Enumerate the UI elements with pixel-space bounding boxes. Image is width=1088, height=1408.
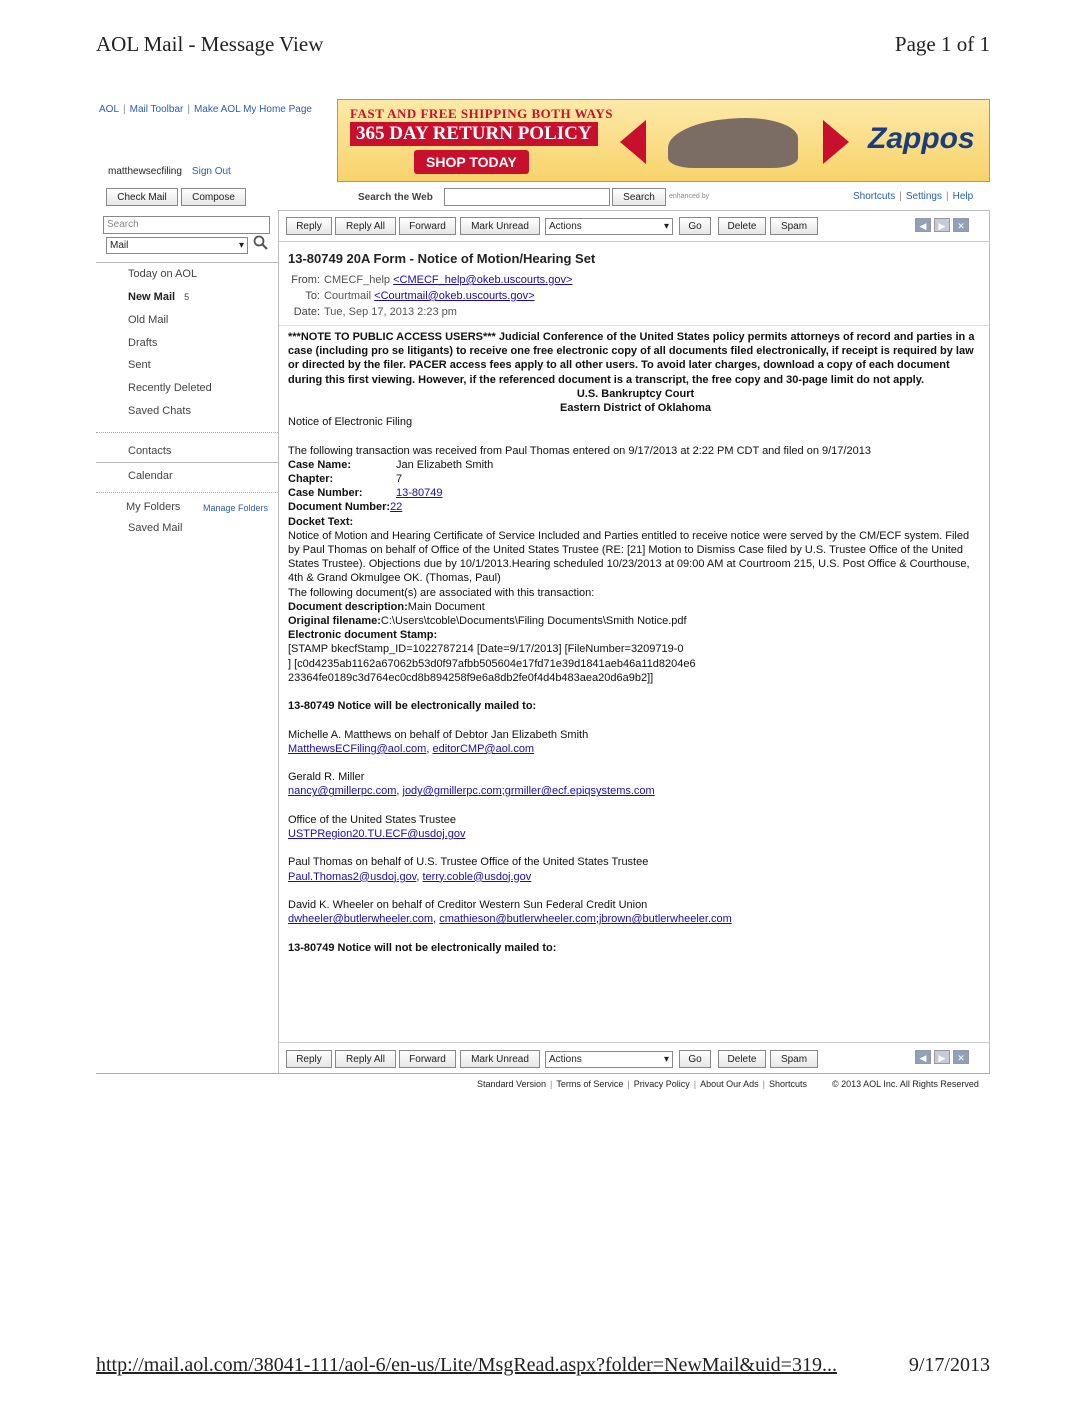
sidebar-item-today[interactable]: Today on AOL [128,268,198,280]
reply-button[interactable]: Reply [286,1050,332,1068]
settings-link[interactable]: Settings [905,191,942,202]
header-right-links: Shortcuts | Settings | Help [853,191,974,202]
recipient-list [288,713,983,926]
reply-all-button[interactable]: Reply All [335,217,396,235]
sidebar-item-contacts[interactable]: Contacts [128,445,172,457]
print-page-title: AOL Mail - Message View [96,32,324,56]
docket-text-label: Docket Text: [288,515,354,528]
aol-link[interactable]: AOL [99,104,120,115]
court-district: Eastern District of Oklahoma [560,402,711,415]
email-separator: , [433,913,440,926]
previous-message-icon[interactable]: ◀ [915,1050,931,1064]
sidebar-item-label: New Mail [128,291,176,303]
ad-arrow-left-icon [620,120,646,164]
spam-button[interactable]: Spam [770,1050,818,1068]
court-name: U.S. Bankruptcy Court [576,387,695,400]
case-number-row [288,486,983,500]
recipient-email-link[interactable]: terry.coble@usdoj.gov [422,870,532,883]
sign-out-link[interactable]: Sign Out [191,166,231,177]
to-email-link[interactable]: <Courtmail@okeb.uscourts.gov> [374,290,535,302]
case-number-label: Case Number: [288,487,363,500]
chapter-label: Chapter: [288,473,334,486]
recipient-name: Office of the United States Trustee [288,813,456,826]
sidebar-item-sent[interactable]: Sent [128,359,151,371]
print-date: 9/17/2013 [908,1354,990,1376]
forward-button[interactable]: Forward [399,217,456,235]
sidebar-item-saved-mail[interactable]: Saved Mail [128,522,183,534]
check-mail-button[interactable]: Check Mail [106,188,178,206]
new-mail-count: 5 [184,292,190,302]
recipient-emails [288,784,983,798]
make-home-page-link[interactable]: Make AOL My Home Page [193,104,312,115]
from-name: CMECF_help [324,274,391,286]
nef-title: Notice of Electronic Filing [288,416,413,429]
recipient-email-link[interactable]: cmathieson@butlerwheeler.com [439,913,596,926]
actions-select[interactable] [545,218,673,235]
sidebar-item-saved-chats[interactable]: Saved Chats [128,405,191,417]
document-stamp-label: Electronic document Stamp: [288,629,438,642]
forward-button[interactable]: Forward [399,1050,456,1068]
email-separator: , [426,742,433,755]
from-email-link[interactable]: <CMECF_help@okeb.uscourts.gov> [393,274,573,286]
sidebar-divider [96,432,278,433]
chapter-value: 7 [396,473,403,486]
recipient-name: David K. Wheeler on behalf of Creditor Western Sun Federal Credit Union [288,899,648,912]
chevron-down-icon: ▾ [663,221,669,232]
search-web-button[interactable]: Search [612,188,666,206]
email-separator: , [396,785,403,798]
actions-select-value: Actions [549,221,582,232]
ad-arrow-right-icon [823,120,849,164]
recipient-emails [288,742,983,756]
email-separator: ; [595,913,599,926]
footer-shortcuts-link[interactable]: Shortcuts [769,1079,808,1089]
shortcuts-link[interactable]: Shortcuts [853,191,896,202]
close-icon[interactable]: ✕ [953,218,969,232]
recipient-name: Gerald R. Miller [288,771,365,784]
reply-all-button[interactable]: Reply All [335,1050,396,1068]
actions-select-value: Actions [549,1054,582,1065]
mark-unread-button[interactable]: Mark Unread [460,217,540,235]
search-web-label: Search the Web [358,192,433,203]
next-message-icon[interactable]: ▶ [934,218,950,232]
sidebar-item-calendar[interactable]: Calendar [128,470,173,482]
recipient-email-link[interactable]: jody@gmillerpc.com [402,785,502,798]
message-date: Tue, Sep 17, 2013 2:23 pm [324,306,457,318]
manage-folders-link[interactable]: Manage Folders [203,503,269,513]
go-button[interactable]: Go [679,1050,711,1068]
case-number-link[interactable]: 13-80749 [396,487,443,500]
recipient-email-link[interactable]: Paul.Thomas2@usdoj.gov [288,870,417,883]
from-row [288,274,572,286]
message-subject: 13-80749 20A Form - Notice of Motion/Hearing Set [288,251,596,266]
message-body [288,330,983,955]
compose-button[interactable]: Compose [181,188,246,206]
recipient-name: Michelle A. Matthews on behalf of Debtor Jan Elizabeth Smith [288,728,589,741]
reply-button[interactable]: Reply [286,217,332,235]
print-url-text: http://mail.aol.com/38041-111/aol-6/en-us/Lite/MsgRead.aspx?folder=NewMail&uid=319... [96,1354,837,1376]
associated-documents-text: The following document(s) are associated with this transaction: [288,586,595,599]
sidebar-item-old-mail[interactable]: Old Mail [128,314,169,326]
delete-button[interactable]: Delete [718,1050,766,1068]
document-stamp-line: ] [c0d4235ab1162a67062b53d0f97afbb505604e17fd71e39d1841aeb46a11d8204e6 [288,657,696,670]
search-scope-value: Mail [110,240,129,251]
to-row [288,290,535,302]
recipient-email-link[interactable]: USTPRegion20.TU.ECF@usdoj.gov [288,828,466,841]
sidebar-divider [96,262,278,263]
top-links: AOL | Mail Toolbar | Make AOL My Home Page [99,104,312,115]
actions-select[interactable] [545,1051,673,1068]
terms-link[interactable]: Terms of Service [556,1079,624,1089]
document-stamp-line: [STAMP bkecfStamp_ID=1022787214 [Date=9/17/2013] [FileNumber=3209719-0 [288,643,684,656]
mailed-to-heading: 13-80749 Notice will be electronically mailed to: [288,700,537,713]
document-number-row [288,500,983,514]
transaction-text: The following transaction was received from Paul Thomas entered on 9/17/2013 at 2:22 PM CDT and filed on 9/17/2013 [288,444,871,457]
go-button[interactable]: Go [679,217,711,235]
email-separator: , [416,870,423,883]
mark-unread-button[interactable]: Mark Unread [460,1050,540,1068]
privacy-link[interactable]: Privacy Policy [633,1079,690,1089]
print-url [96,1354,837,1377]
case-name-label: Case Name: [288,458,351,471]
sidebar-item-drafts[interactable]: Drafts [128,337,158,349]
recipient-email-link[interactable]: nancy@gmillerpc.com [288,785,397,798]
delete-button[interactable]: Delete [718,217,766,235]
document-description-value: Main Document [407,600,485,613]
ad-banner[interactable] [337,99,990,182]
about-ads-link[interactable]: About Our Ads [700,1079,759,1089]
document-number-label: Document Number: [288,501,391,514]
chevron-down-icon: ▾ [238,240,244,251]
recipient-emails [288,870,983,884]
ad-shop-button[interactable]: SHOP TODAY [414,150,529,174]
recipient-email-link[interactable]: grmiller@ecf.epiqsystems.com [504,785,655,798]
mail-toolbar-link[interactable]: Mail Toolbar [129,104,184,115]
date-row [288,306,457,318]
mail-search-input[interactable]: Search [103,216,270,234]
search-web-input[interactable] [444,188,610,206]
ad-line2: 365 DAY RETURN POLICY [350,122,598,146]
to-name: Courtmail [324,290,372,302]
next-message-icon[interactable]: ▶ [934,1050,950,1064]
recipient-email-link[interactable]: MatthewsECFiling@aol.com [288,742,427,755]
magnifier-search-icon[interactable] [253,235,269,251]
original-filename-value: C:\Users\tcoble\Documents\Filing Documents\Smith Notice.pdf [380,615,687,628]
sidebar-divider [96,492,278,493]
from-label: From: [291,274,320,286]
my-folders-label: My Folders [126,501,181,513]
toolbar-divider [279,241,989,242]
user-info [108,166,231,177]
recipient-email-link[interactable]: editorCMP@aol.com [432,742,535,755]
public-access-note: ***NOTE TO PUBLIC ACCESS USERS*** Judicial Conference of the United States policy permits attorneys of record and parties in a case (including pro se litigants) to receive one free electronic copy of all documents filed electronically, if receipt is required by law or directed by the filer. PACER access fees apply to all other users. To avoid later charges, download a copy of each document during this first viewing. However, if the referenced document is a transcript, the free copy and 30-page limit do not apply. [288,331,975,386]
footer-links: Standard Version | Terms of Service | Privacy Policy | About Our Ads | Shortcuts [477,1079,808,1089]
previous-message-icon[interactable]: ◀ [915,218,931,232]
date-label: Date: [293,306,320,318]
document-stamp-line: 23364fe0189c3d764ec0cd8b894258f9e6a8db2fe0f4d4b483aea20d6a9b2]] [288,671,654,684]
sidebar-divider [96,462,278,463]
document-number-link[interactable]: 22 [390,501,403,514]
help-link[interactable]: Help [952,191,974,202]
email-separator: ; [501,785,505,798]
case-name-row [288,458,983,472]
recipient-email-link[interactable]: dwheeler@butlerwheeler.com [288,913,434,926]
document-description-label: Document description: [288,600,408,613]
toolbar-divider [279,1042,989,1043]
recipient-emails [288,912,983,926]
close-icon[interactable]: ✕ [953,1050,969,1064]
recipient-emails [288,827,983,841]
not-mailed-to-heading: 13-80749 Notice will not be electronically mailed to: [288,941,557,954]
ad-line1: FAST AND FREE SHIPPING BOTH WAYS [350,106,613,121]
username: matthewsecfiling [108,166,182,177]
footer-divider [96,1073,990,1074]
spam-button[interactable]: Spam [770,217,818,235]
to-label: To: [305,290,320,302]
original-filename-label: Original filename: [288,615,381,628]
print-page-number: Page 1 of 1 [894,32,990,56]
copyright: © 2013 AOL Inc. All Rights Reserved [832,1079,979,1089]
docket-text: Notice of Motion and Hearing Certificate of Service Included and Parties entitled to receive notice were served by the CM/ECF system. Filed by Paul Thomas on behalf of Office of the United States Trustee (RE: [21] Motion to Dismiss Case filed by U.S. Trustee Office of the United States Trustee). Objections due by 10/1/2013.Hearing scheduled 10/23/2013 at 09:00 AM at Courtroom 215, U.S. Post Office & Courthouse, 4th & Grand Okmulgee OK. (Thomas, Paul) [288,529,970,585]
search-scope-select[interactable] [106,237,248,254]
sidebar-item-recently-deleted[interactable]: Recently Deleted [128,382,212,394]
recipient-email-link[interactable]: jbrown@butlerwheeler.com [598,913,732,926]
chevron-down-icon: ▾ [663,1054,669,1065]
chapter-row [288,472,983,486]
recipient-name: Paul Thomas on behalf of U.S. Trustee Office of the United States Trustee [288,856,649,869]
header-divider [279,325,989,326]
standard-version-link[interactable]: Standard Version [477,1079,547,1089]
ad-shoe-image [668,118,798,168]
case-name-value: Jan Elizabeth Smith [396,458,494,471]
enhanced-by-label: enhanced by [669,193,710,200]
sidebar-item-new-mail[interactable] [128,291,189,303]
ad-brand-logo: Zappos [868,122,975,155]
